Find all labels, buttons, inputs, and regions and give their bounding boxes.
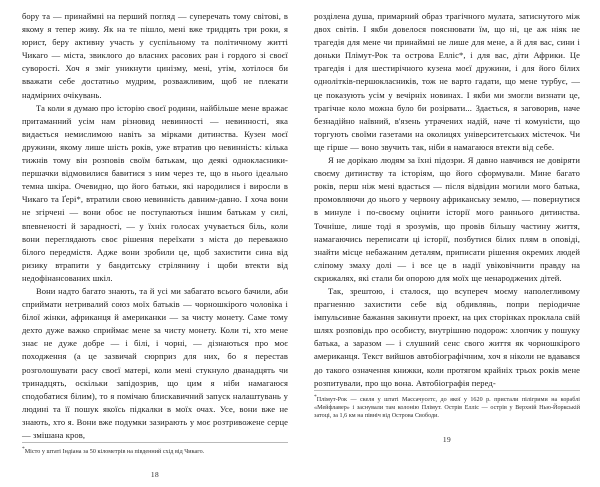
page-right [300,0,600,451]
paragraph: Так, зрештою, і сталося, що всупереч моєму наполегливому прагненню захистити себе від обдивлянь, попри періодичне імпульсивне бажання закинути проект, на цих сторінках проклала свій шлях розповідь про особисту, внутрішню подорож: хлопчик у пошуку батька, а заразом — і слушний сенс свого життя як чорношкірого американця. Текст вийшов автобіографічним, хоч я ніколи не вдавався до такого означення книжки, коли протягом крайніх трьох років мене розпитували, про що вона. Автобіографія перед- [314,285,580,388]
footnote [22,448,288,456]
page-left-footnote-zone [22,442,288,460]
paragraph: Вони надто багато знають, та й усі ми забагато всього бачили, аби сприймати нетривалий союз моїх батьків — чорношкірого чоловіка і білої жінки, африканця й американки — за чисту монету. Саме тому дехто дуже важко сприймає мене за чисту монету. Коли ті, хто мене знає не дуже добре — і білі, і чорні, — дізнаються про моє походження (а це зазвичай сюрприз для них, бо я перестав розголошувати расу своєї матері, коли мені стукнуло дванадцять чи тринадцять, оскільки запідозрив, що цим я ніби намагаюся сподобатися білим), то я помічаю блискавичний запуск налаштувань у людині та її пошук якоїсь підкалки в моїх очах. Усе, вони вже не знають, хто я. Вони вже подумки зазирають у моє розтривожене серце — змішана кров, [22,285,288,440]
footnote-separator-rule [314,390,580,391]
footnote-text: Плімут-Рок — скеля у штаті Массачусетс, до якої у 1620 р. пристали пілігрими на кораблі «Мейфлавер» і заснували там колонію Плімут. Острів Елліс — острів у Верхній Нью-Йоркській затоці, за 1,6 км на північ від Острова Свободи. [314,396,580,420]
footnote-text: Місто у штаті Індіана за 50 кілометрів на південний схід від Чикаго. [24,449,205,456]
paragraph: Я не дорікаю людям за їхні підозри. Я давно навчився не довіряти своєму дитинству та історіям, що його сформували. Мине багато років, перш ніж мені вдасться — після відвідин могили мого батька, промовляючи до нього у червону африканську землю, — повернутися в минуле і по-своєму оцінити історії мого раннього дитинства. Точніше, лише тоді я зрозумів, що провів більшу частину життя, намагаючись переписати ці історії, позбутися білих плям в оповіді, знайти місце небажаним деталям, приписати рішення окремих людей сліпому змаху долі — і все це в надії увіковічнити правду на скрижалях, які стали би опорою для моїх ще ненароджених дітей. [314,155,580,283]
page-left-body [22,10,288,442]
footnote-marker: * [22,446,25,453]
footnote-marker: * [314,393,317,400]
page-right-footnote-zone [314,390,580,425]
page-left [0,0,300,480]
page-number-right: 19 [442,434,452,444]
paragraph: Та коли я думаю про історію своєї родини, найбільше мене вражає притаманний усім нам різновид невинності — невинності, яка видається немислимою навіть за мірками дитинства. Кузен моєї дружини, якому лише шість років, уже втратив цю невинність: кілька тижнів тому він розповів своїм батькам, що деякі однокласники-першачки відмовилися бавитися з ним через те, що в нього ідеально темна шкіра. Очевидно, що його батьки, які народилися і виросли в Чикаго та Ґері*, втратили свою невинність давним-давно. І хоча вони не згірчені — вони обоє не поступаються іншим батькам у силі, впевненості й зарадності, — у їхніх голосах учувається біль, коли вони переглядають своє рішення переїхати з міста до переважно білого передмістя. Адже вони зробили це, щоб захистити сина від ризику втрапити у бандитську стрілянину і щоби втекти від недофінансованих шкіл. [22,102,288,283]
page-right-body [314,10,580,390]
footnote-separator-rule [22,442,288,443]
paragraph: бору та — принаймні на перший погляд — суперечать тому світові, в якому я тепер живу. Як на те пішло, мені вже тридцять три роки, я юрист, беру активну участь у суспільному та політичному житті Чикаго — міста, звиклого до власних расових ран і гордого зі своєї суворості. Хоч я зміг уникнути цинізму, мені, утім, хотілося би вважати себе достатньо мудрим, розважливим, щоб не плекати надмірних очікувань. [22,11,288,100]
paragraph: розділена душа, примарний образ трагічного мулата, затиснутого між двох світів. І якби довелося пояснювати їм, що ні, це аж ніяк не трагедія для мене чи принаймні не лише для мене, а й для вас, сини і доньки Плімут-Рок та острова Елліс*, і для вас, діти Африки. Це трагедія і для шестирічного кузена моєї дружини, і для його білих однолітків-першокласників, тож не варто гадати, що мене турбує, — це показують усім у вечірніх новинах. І якби ми змогли визнати це, трагічне коло можна було би розірвати... Здається, я заговорив, наче безнадійно наївний, в'язень утрачених надій, наче ті комуністи, що торгують своїми газетами на околицях університетських містечок. Чи ще гірше — воно звучить так, ніби я намагаюся втекти від себе. [314,11,580,152]
footnote [314,393,580,421]
page-number-left: 18 [150,470,160,480]
